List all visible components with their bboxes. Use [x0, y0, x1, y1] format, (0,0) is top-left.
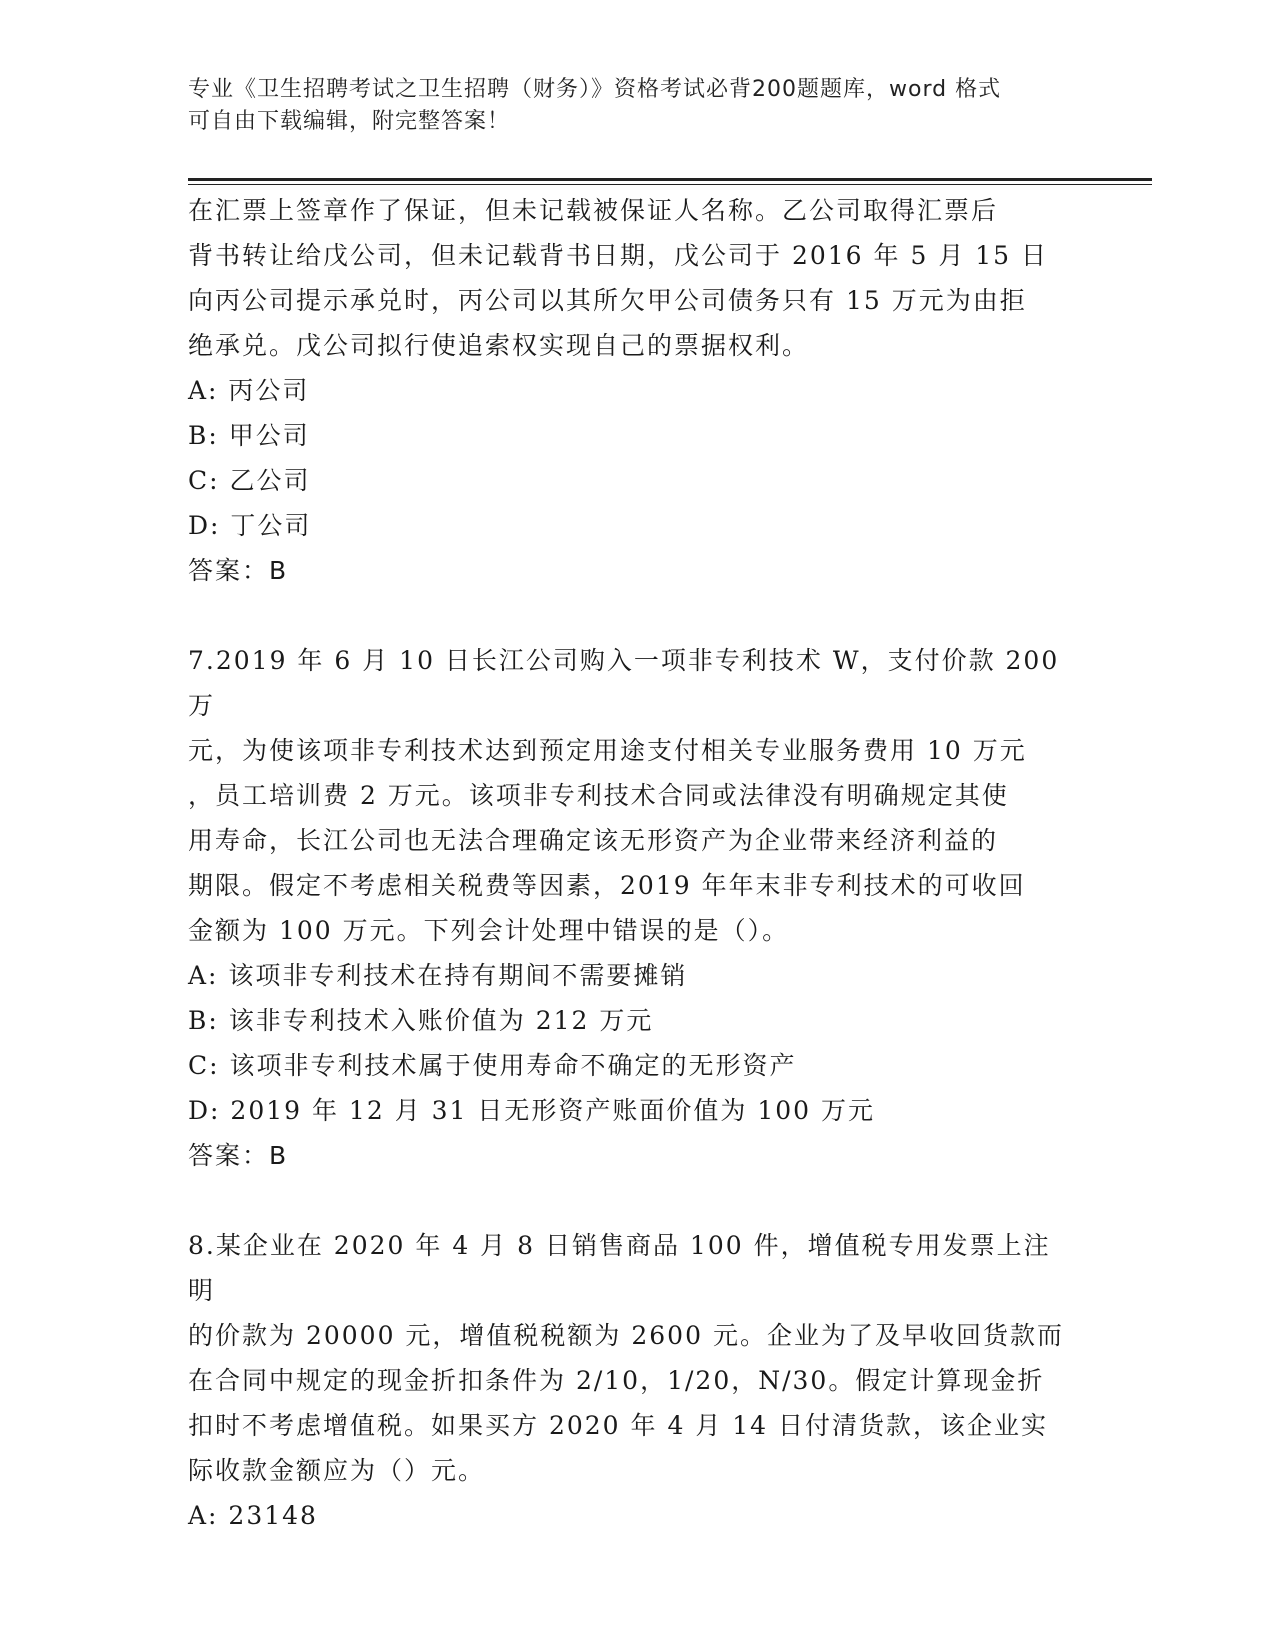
question-7	[188, 638, 1068, 1178]
question-6	[188, 188, 1068, 593]
header-title-line-2: 可自由下载编辑，附完整答案！	[188, 109, 511, 134]
question-text-line: 向丙公司提示承兑时，丙公司以其所欠甲公司债务只有 15 万元为由拒	[188, 286, 1027, 315]
question-text-line: 绝承兑。戊公司拟行使追索权实现自己的票据权利。	[188, 331, 810, 360]
option-b: B: 甲公司	[188, 421, 310, 450]
question-text-line: 在合同中规定的现金折扣条件为 2/10，1/20，N/30。假定计算现金折	[188, 1366, 1045, 1395]
question-text-line: ，员工培训费 2 万元。该项非专利技术合同或法律没有明确规定其使	[188, 781, 1009, 810]
question-text-line: 用寿命，长江公司也无法合理确定该无形资产为企业带来经济利益的	[188, 826, 999, 855]
option-d: D: 丁公司	[188, 511, 312, 540]
option-b: B: 该非专利技术入账价值为 212 万元	[188, 1006, 654, 1035]
question-spacer	[188, 593, 1068, 638]
option-a: A: 丙公司	[188, 376, 310, 405]
question-text-line: 7.2019 年 6 月 10 日长江公司购入一项非专利技术 W，支付价款 200 万	[188, 646, 1060, 720]
question-text-line: 8.某企业在 2020 年 4 月 8 日销售商品 100 件，增值税专用发票上注明	[188, 1231, 1051, 1305]
question-text-line: 扣时不考虑增值税。如果买方 2020 年 4 月 14 日付清货款，该企业实	[188, 1411, 1049, 1440]
header-rule-thick	[188, 178, 1152, 181]
document-body	[188, 188, 1068, 1538]
option-c: C: 该项非专利技术属于使用寿命不确定的无形资产	[188, 1051, 797, 1080]
answer-line: 答案：B	[188, 556, 289, 585]
document-header	[188, 74, 1068, 138]
question-text-line: 元，为使该项非专利技术达到预定用途支付相关专业服务费用 10 万元	[188, 736, 1027, 765]
question-text-line: 期限。假定不考虑相关税费等因素，2019 年年末非专利技术的可收回	[188, 871, 1026, 900]
option-c: C: 乙公司	[188, 466, 311, 495]
header-rule-thin	[188, 184, 1152, 185]
question-8	[188, 1223, 1068, 1538]
question-spacer	[188, 1178, 1068, 1223]
question-text-line: 背书转让给戊公司，但未记载背书日期，戊公司于 2016 年 5 月 15 日	[188, 241, 1049, 270]
question-text-line: 金额为 100 万元。下列会计处理中错误的是（）。	[188, 916, 790, 945]
header-title-line-1: 专业《卫生招聘考试之卫生招聘（财务）》资格考试必背200题题库，word 格式	[188, 77, 1002, 102]
option-a: A: 23148	[188, 1501, 318, 1530]
option-d: D: 2019 年 12 月 31 日无形资产账面价值为 100 万元	[188, 1096, 876, 1125]
question-text-line: 的价款为 20000 元，增值税税额为 2600 元。企业为了及早收回货款而	[188, 1321, 1064, 1350]
question-text-line: 际收款金额应为（）元。	[188, 1456, 486, 1485]
question-text-line: 在汇票上签章作了保证，但未记载被保证人名称。乙公司取得汇票后	[188, 196, 999, 225]
answer-line: 答案：B	[188, 1141, 289, 1170]
option-a: A: 该项非专利技术在持有期间不需要摊销	[188, 961, 688, 990]
